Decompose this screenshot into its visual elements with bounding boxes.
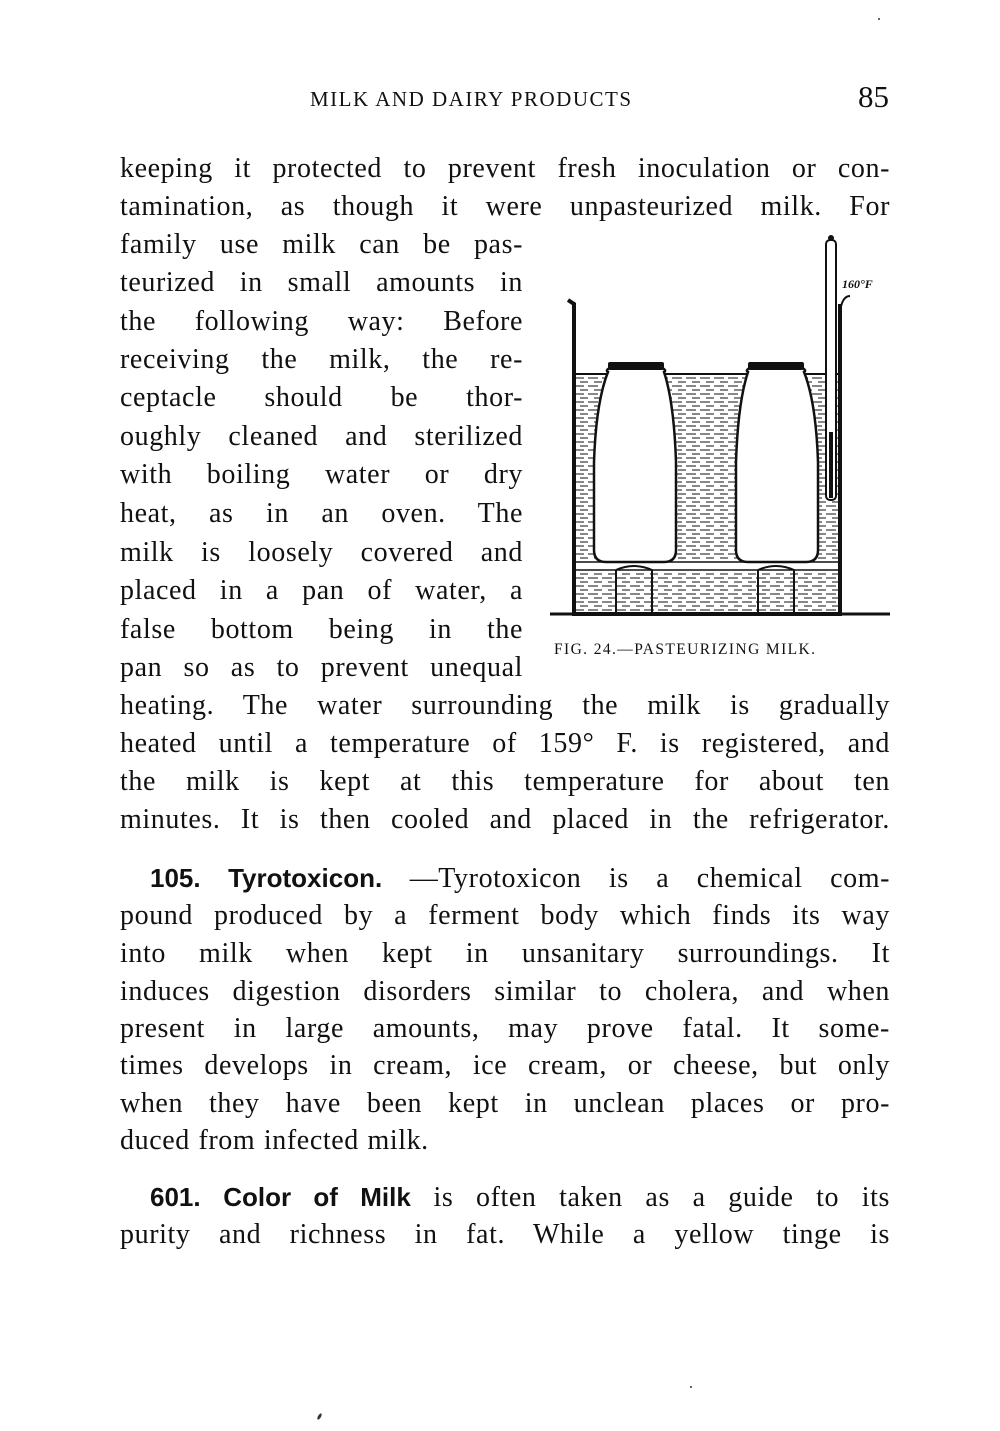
text-line: heating. The water surrounding the milk is gradually — [120, 690, 890, 721]
section-number: 601. — [150, 1182, 201, 1212]
text-line: induces digestion disorders similar to cholera, and when — [120, 976, 890, 1007]
text-line: duced from infected milk. — [120, 1125, 429, 1156]
text-line: milk is loosely covered and — [120, 537, 523, 568]
text-line: tamination, as though it were unpasteurized milk. For — [120, 191, 890, 222]
text-line: minutes. It is then cooled and placed in the refrigerator. — [120, 804, 890, 835]
text-line: placed in a pan of water, a — [120, 575, 523, 606]
text-line: times develops in cream, ice cream, or cheese, but only — [120, 1050, 890, 1081]
text-line: ceptacle should be thor- — [120, 382, 523, 413]
text-line: heated until a temperature of 159° F. is registered, and — [120, 728, 890, 759]
section-lead-line — [150, 859, 890, 897]
text-line: heat, as in an oven. The — [120, 498, 523, 529]
bottle-cap-left — [608, 362, 664, 370]
milk-bottle-left — [594, 366, 676, 562]
text-line: family use milk can be pas- — [120, 229, 523, 260]
text-line: false bottom being in the — [120, 614, 523, 645]
milk-bottle-right — [736, 366, 818, 562]
thermometer-tip — [828, 235, 834, 241]
thermometer-mercury — [829, 432, 833, 498]
page-number: 85 — [858, 79, 889, 114]
text-line: into milk when kept in unsanitary surroundings. It — [120, 938, 890, 969]
text-line: receiving the milk, the re- — [120, 344, 523, 375]
section-number: 105. — [150, 863, 201, 893]
section-heading: Tyrotoxicon. — [228, 863, 383, 893]
text-line: oughly cleaned and sterilized — [120, 421, 523, 452]
section-lead-text: —Tyrotoxicon is a chemical com- — [382, 863, 890, 894]
section-heading: Color of Milk — [223, 1182, 411, 1212]
running-head — [0, 79, 1000, 114]
text-line: the milk is kept at this temperature for about ten — [120, 766, 890, 797]
running-title: MILK AND DAIRY PRODUCTS — [310, 87, 633, 111]
text-line: keeping it protected to prevent fresh inoculation or con- — [120, 153, 890, 184]
text-line: the following way: Before — [120, 306, 523, 337]
text-line: pound produced by a ferment body which finds its way — [120, 900, 890, 931]
section-lead-text: is often taken as a guide to its — [410, 1182, 890, 1213]
thermometer-label: 160°F — [842, 277, 873, 291]
text-line: with boiling water or dry — [120, 459, 523, 490]
text-line: teurized in small amounts in — [120, 267, 523, 298]
text-line: purity and richness in fat. While a yellow tinge is — [120, 1219, 890, 1250]
section-lead-line — [150, 1178, 890, 1216]
print-speck — [316, 1413, 322, 1421]
print-speck — [878, 18, 880, 20]
pasteurizing-illustration — [546, 232, 896, 622]
figure-caption: FIG. 24.—PASTEURIZING MILK. — [554, 641, 817, 658]
text-line: present in large amounts, may prove fatal. It some- — [120, 1013, 890, 1044]
bottle-cap-right — [748, 362, 804, 370]
print-speck — [690, 1386, 692, 1388]
figure-pasteurizing-milk — [546, 232, 896, 622]
text-line: pan so as to prevent unequal — [120, 652, 523, 683]
text-line: when they have been kept in unclean places or pro- — [120, 1088, 890, 1119]
